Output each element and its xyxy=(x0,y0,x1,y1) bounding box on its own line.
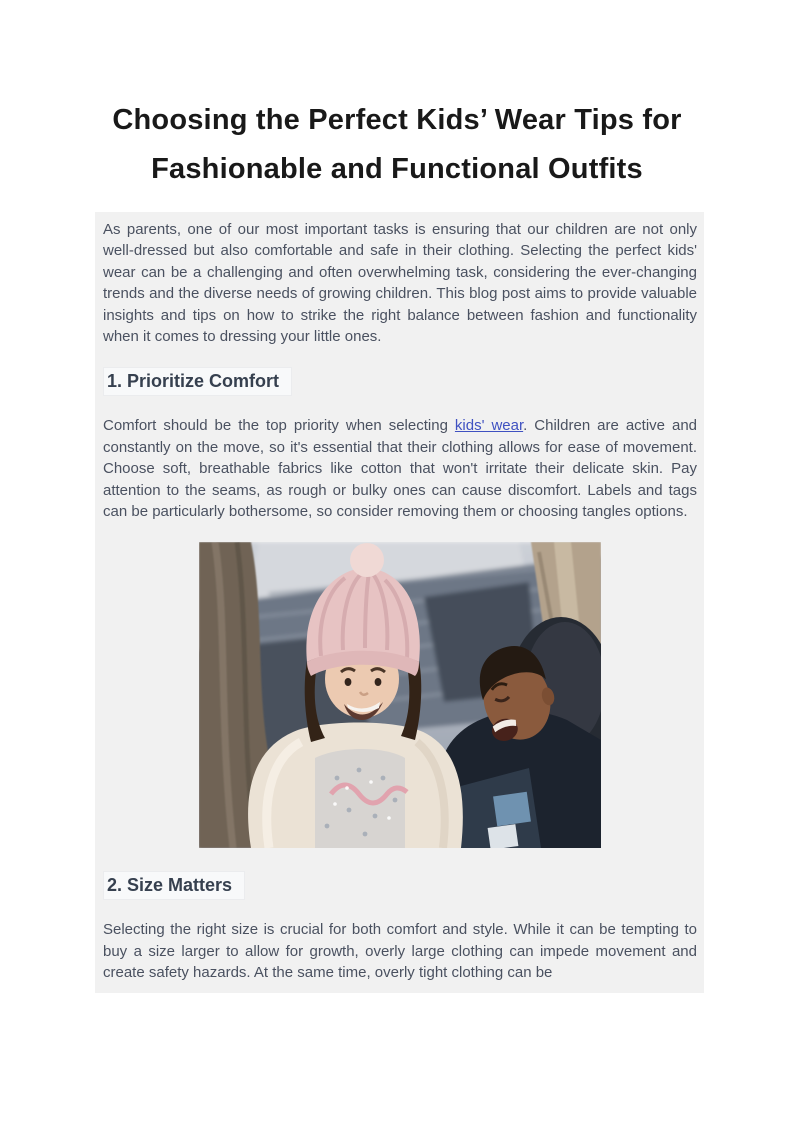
section-1-text-after-link: . Children are active and constantly on the move, so it's essential that their clothing allows for ease of movement. Choose soft, breathable fabrics like cotton that won't irritate their delicate skin. Pay attention to the seams, as rough or bulky ones can cause discomfort. Labels and tags can be particularly bothersome, so consider removing them or choosing tangles options. xyxy=(103,417,698,521)
article-body xyxy=(95,212,704,993)
article-figure xyxy=(199,542,601,848)
section-heading-1-text: 1. Prioritize Comfort xyxy=(103,367,292,396)
section-2-paragraph: Selecting the right size is crucial for both comfort and style. While it can be tempting to buy a size larger to allow for growth, overly large clothing can impede movement and create safety hazards. At the same time, overly tight clothing can be xyxy=(103,921,697,982)
article-image xyxy=(199,542,601,848)
section-heading-2-text: 2. Size Matters xyxy=(103,871,245,900)
section-heading-2 xyxy=(103,871,697,900)
page-title xyxy=(0,0,794,194)
section-1-text-before-link: Comfort should be the top priority when selecting xyxy=(103,417,455,435)
section-heading-1 xyxy=(103,367,697,396)
section-1-paragraph xyxy=(103,415,697,522)
title-line-2: Fashionable and Functional Outfits xyxy=(151,153,643,185)
intro-paragraph: As parents, one of our most important tasks is ensuring that our children are not only well-dressed but also comfortable and safe in their clothing. Selecting the perfect kids' wear can be a challenging and often overwhelming task, considering the ever-changing trends and the diverse needs of growing children. This blog post aims to provide valuable insights and tips on how to strike the right balance between fashion and functionality when it comes to dressing your little ones. xyxy=(103,221,697,346)
kids-wear-link[interactable]: kids' wear xyxy=(454,417,524,435)
title-line-1: Choosing the Perfect Kids’ Wear Tips for xyxy=(112,104,682,136)
